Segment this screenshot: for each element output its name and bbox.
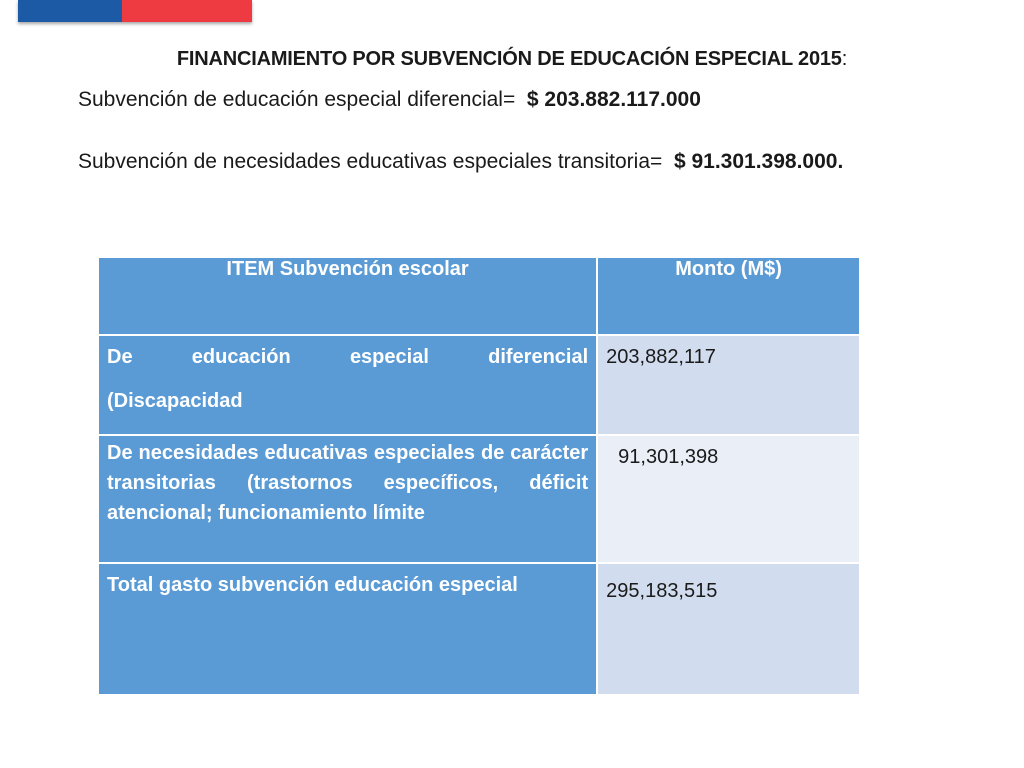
subsidy-line-diferencial xyxy=(78,88,701,112)
item-word: educación xyxy=(191,346,291,368)
title-colon: : xyxy=(841,48,848,70)
item-line: (Discapacidad xyxy=(107,390,243,412)
item-word: diferencial xyxy=(488,346,589,368)
flag-color-bar xyxy=(18,0,252,22)
table-header-row xyxy=(98,257,860,335)
table-row xyxy=(98,435,860,563)
page-title xyxy=(0,48,1024,71)
flag-blue-segment xyxy=(18,0,122,22)
subsidy-line-transitoria xyxy=(78,150,843,174)
subsidy-label: Subvención de educación especial diferencial= xyxy=(78,88,527,111)
flag-red-segment xyxy=(122,0,252,22)
header-item: ITEM Subvención escolar xyxy=(98,257,597,335)
subsidy-amount: $ 203.882.117.000 xyxy=(526,88,701,111)
subsidy-table xyxy=(97,256,861,696)
subsidy-label: Subvención de necesidades educativas especiales transitoria= xyxy=(78,150,674,173)
item-word: especial xyxy=(349,346,429,368)
item-line xyxy=(107,342,588,372)
subsidy-amount: $ 91.301.398.000. xyxy=(673,150,844,173)
monto-cell: 91,301,398 xyxy=(597,435,860,563)
item-cell xyxy=(98,335,597,435)
item-cell: De necesidades educativas especiales de carácter transitorias (trastornos específicos, déficit atencional; funcionamiento límite xyxy=(98,435,597,563)
table-row xyxy=(98,335,860,435)
item-cell: Total gasto subvención educación especial xyxy=(98,563,597,695)
title-text: FINANCIAMIENTO POR SUBVENCIÓN DE EDUCACIÓN ESPECIAL 2015 xyxy=(176,48,842,70)
monto-cell: 203,882,117 xyxy=(597,335,860,435)
monto-cell: 295,183,515 xyxy=(597,563,860,695)
item-word: De xyxy=(107,346,133,368)
table-row-total xyxy=(98,563,860,695)
header-monto: Monto (M$) xyxy=(597,257,860,335)
